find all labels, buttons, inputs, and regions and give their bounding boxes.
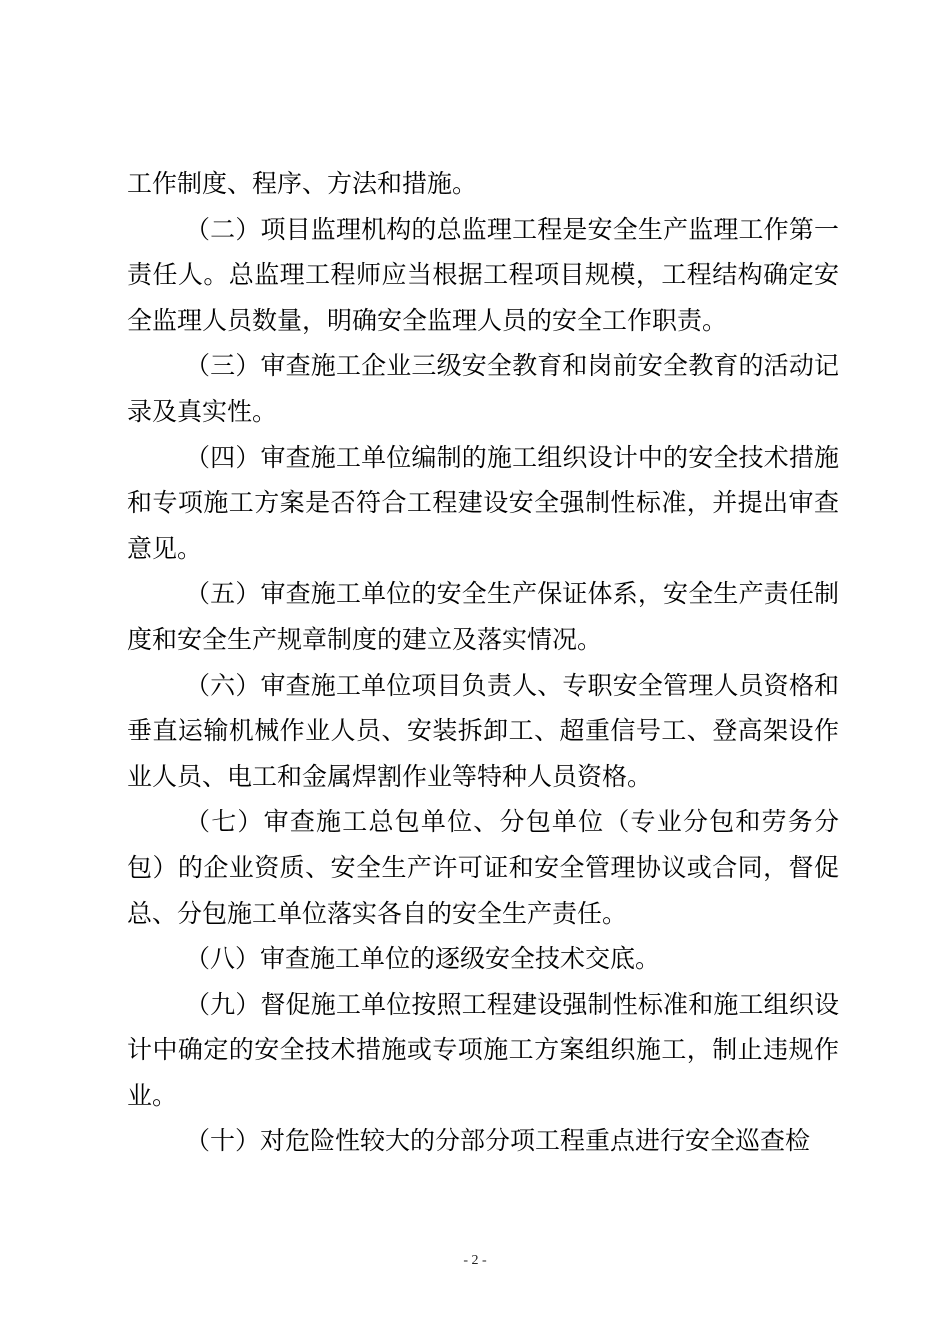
paragraph-item-4: （四）审查施工单位编制的施工组织设计中的安全技术措施和专项施工方案是否符合工程建设安全强制性标准，并提出审查意见。 [127,442,839,563]
paragraph-item-5: （五）审查施工单位的安全生产保证体系，安全生产责任制度和安全生产规章制度的建立及落实情况。 [127,579,839,654]
paragraph-item-9: （九）督促施工单位按照工程建设强制性标准和施工组织设计中确定的安全技术措施或专项施工方案组织施工，制止违规作业。 [127,989,839,1110]
paragraph-item-7: （七）审查施工总包单位、分包单位（专业分包和劳务分包）的企业资质、安全生产许可证和安全管理协议或合同，督促总、分包施工单位落实各自的安全生产责任。 [127,807,839,928]
document-body [127,161,839,1164]
paragraph-item-3: （三）审查施工企业三级安全教育和岗前安全教育的活动记录及真实性。 [127,351,839,426]
paragraph-item-10: （十）对危险性较大的分部分项工程重点进行安全巡查检 [185,1126,811,1156]
paragraph-item-2: （二）项目监理机构的总监理工程是安全生产监理工作第一责任人。总监理工程师应当根据工程项目规模，工程结构确定安全监理人员数量，明确安全监理人员的安全工作职责。 [127,214,839,335]
paragraph-continuation: 工作制度、程序、方法和措施。 [127,169,478,198]
page-number: - 2 - [463,1253,487,1268]
paragraph-item-8: （八）审查施工单位的逐级安全技术交底。 [185,944,661,974]
paragraph-item-6: （六）审查施工单位项目负责人、专职安全管理人员资格和垂直运输机械作业人员、安装拆卸工、超重信号工、登高架设作业人员、电工和金属焊割作业等特种人员资格。 [127,670,839,791]
